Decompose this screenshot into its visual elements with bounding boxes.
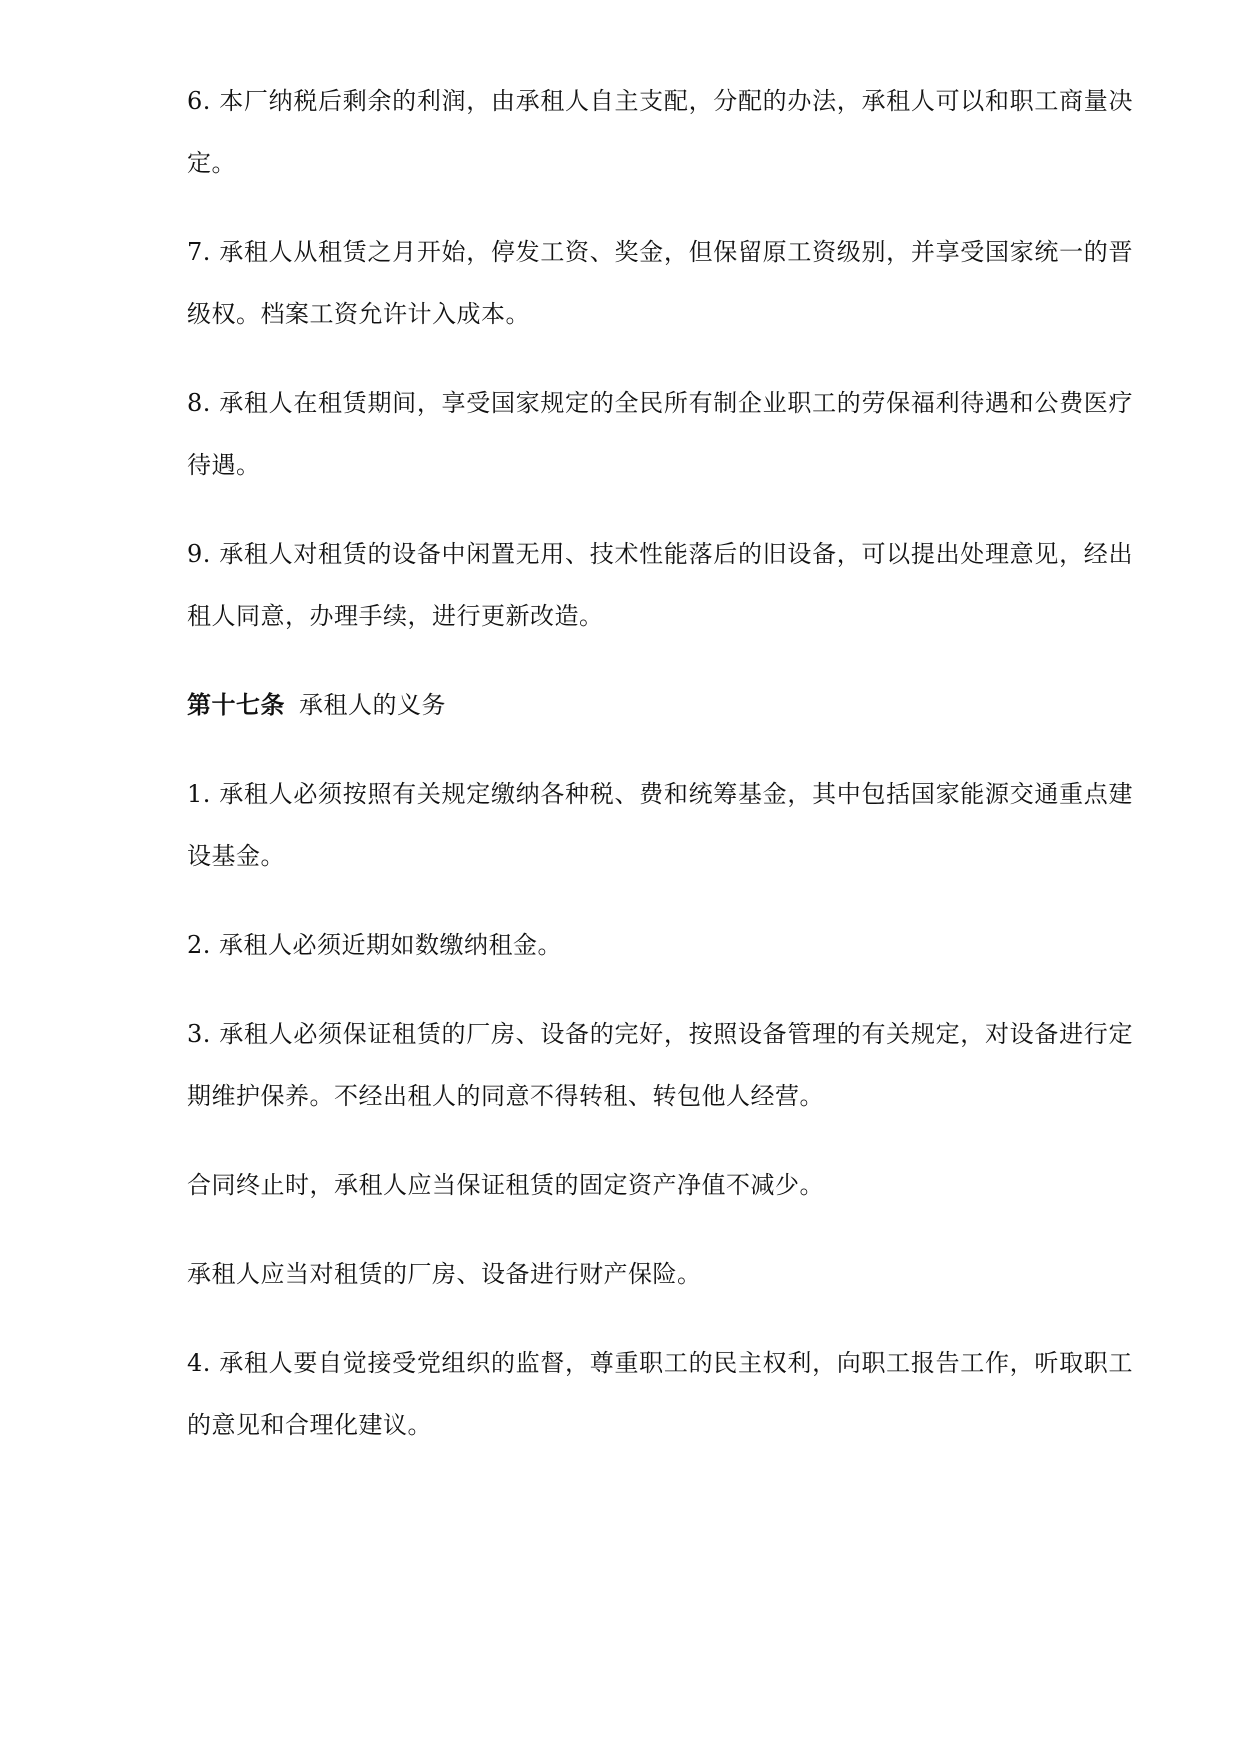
clause-paragraph: 1. 承租人必须按照有关规定缴纳各种税、费和统筹基金，其中包括国家能源交通重点建设基金。 — [187, 780, 1133, 870]
section-heading — [187, 674, 1133, 736]
clause-paragraph: 3. 承租人必须保证租赁的厂房、设备的完好，按照设备管理的有关规定，对设备进行定期维护保养。不经出租人的同意不得转租、转包他人经营。 — [187, 1020, 1133, 1110]
section-title: 承租人的义务 — [299, 691, 446, 719]
clause-paragraph: 6. 本厂纳税后剩余的利润，由承租人自主支配，分配的办法，承租人可以和职工商量决定。 — [187, 87, 1133, 177]
clause-paragraph: 2. 承租人必须近期如数缴纳租金。 — [187, 931, 563, 959]
section-number: 第十七条 — [187, 691, 285, 719]
clause-paragraph: 4. 承租人要自觉接受党组织的监督，尊重职工的民主权利，向职工报告工作，听取职工的意见和合理化建议。 — [187, 1349, 1133, 1439]
clause-paragraph: 8. 承租人在租赁期间，享受国家规定的全民所有制企业职工的劳保福利待遇和公费医疗待遇。 — [187, 389, 1133, 479]
document-body — [187, 70, 1133, 1483]
clause-paragraph: 承租人应当对租赁的厂房、设备进行财产保险。 — [187, 1260, 702, 1288]
clause-paragraph: 合同终止时，承租人应当保证租赁的固定资产净值不减少。 — [187, 1171, 824, 1199]
clause-paragraph: 7. 承租人从租赁之月开始，停发工资、奖金，但保留原工资级别，并享受国家统一的晋级权。档案工资允许计入成本。 — [187, 238, 1133, 328]
clause-paragraph: 9. 承租人对租赁的设备中闲置无用、技术性能落后的旧设备，可以提出处理意见，经出租人同意，办理手续，进行更新改造。 — [187, 540, 1133, 630]
